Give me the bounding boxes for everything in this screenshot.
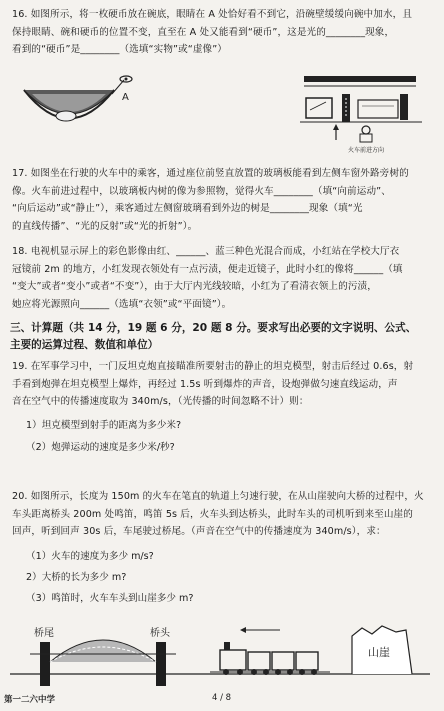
coin-shape — [56, 111, 76, 121]
q16-line-2: 保持眼睛、碗和硬币的位置不变，直至在 A 处又能看到“硬币”，这是光的________现象， — [12, 26, 395, 38]
question-17 — [12, 165, 432, 235]
q17-line-3: “向后运动”或“静止”），乘客通过左侧窗玻璃看到外边的树是________现象（填“光 — [12, 203, 363, 214]
question-18 — [12, 243, 432, 313]
label-a: A — [122, 92, 129, 103]
q19-line-3: 音在空气中的传播速度取为 340m/s，（光传播的时间忽略不计）则： — [12, 396, 309, 407]
q18-line-1: 18. 电视机显示屏上的彩色影像由红、______、蓝三种色光混合而成，小红站在学校大厅衣 — [12, 246, 400, 257]
q17-line-4: 的直线传播”、“光的反射”或“光的折射”）。 — [12, 220, 198, 232]
question-16 — [12, 6, 432, 59]
question-20 — [12, 488, 432, 541]
q18-line-4: 她应将光源照向______（选填“衣领”或“平面镜”）。 — [12, 298, 232, 310]
bridge-head-label: 桥头 — [150, 628, 170, 639]
q19-sub-2: （2）炮弹运动的速度是多少米/秒? — [26, 442, 175, 453]
q20-line-3: 回声，听到回声 30s 后，车尾驶过桥尾。（声音在空气中的传播速度为 340m/s），求： — [12, 526, 386, 537]
q19-line-2: 手看到炮弹在坦克模型上爆炸，再经过 1.5s 听到爆炸的声音，设炮弹做匀速直线运动，声 — [12, 378, 398, 390]
q18-line-3: “变大”或者“变小”或者“不变”），由于大厅内光线较暗，小红为了看清衣领上的污渍， — [12, 281, 377, 292]
q18-line-2: 冠镜前 2m 的地方，小红发现衣领处有一点污渍，便走近镜子，此时小红的像将______（填 — [12, 263, 403, 275]
q17-line-1: 17. 如图坐在行驶的火车中的乘客，通过座位前竖直放置的玻璃板能看到左侧车窗外路旁树的 — [12, 168, 409, 179]
cliff-label: 山崖 — [368, 646, 390, 659]
q17-line-2: 像。火车前进过程中，以玻璃板内树的像为参照物，觉得火车________（填“向前运动”、 — [12, 185, 391, 197]
bowl-coin-figure — [14, 72, 134, 142]
q19-line-1: 19. 在军事学习中，一门反坦克炮直接瞄准所要射击的静止的坦克模型，射击后经过 0.6s，射 — [12, 361, 414, 372]
q19-sub-1: 1）坦克模型到射手的距离为多少米? — [26, 420, 182, 431]
bridge-head-pier — [156, 642, 166, 686]
section-3-heading — [10, 320, 434, 354]
bridge-tail-label: 桥尾 — [34, 628, 54, 639]
question-19 — [12, 358, 432, 411]
bridge-train-cliff-figure — [10, 612, 434, 692]
train-seat-figure — [296, 70, 426, 156]
q16-line-3: 看到的“硬币”是________（选填“实物”或“虚像”） — [12, 44, 228, 55]
bridge-tail-pier — [40, 642, 50, 686]
bridge-arch — [50, 640, 156, 662]
page-number: 4 / 8 — [212, 693, 232, 703]
q16-line-1: 16. 如图所示，将一枚硬币放在碗底，眼睛在 A 处恰好看不到它，沿碗壁缓缓向碗中加水，且 — [12, 9, 413, 20]
q20-sub-1: （1）火车的速度为多少 m/s? — [26, 551, 154, 562]
section-3-line-2: 主要的运算过程、数值和单位） — [10, 339, 159, 351]
q20-line-2: 车头距离桥头 200m 处鸣笛，鸣笛 5s 后，火车头到达桥头，此时车头的司机听到来至山崖的 — [12, 508, 413, 520]
q20-sub-3: （3）鸣笛时，火车车头到山崖多少 m? — [26, 593, 194, 604]
locomotive — [220, 650, 246, 670]
section-3-line-1: 三、计算题（共 14 分，19 题 6 分，20 题 8 分。要求写出必要的文字说明、公式、 — [10, 322, 417, 334]
train-direction-label: 火车前进方向 — [348, 147, 385, 154]
school-name: 第一二六中学 — [4, 695, 56, 705]
q20-sub-2: 2）大桥的长为多少 m? — [26, 572, 127, 583]
q20-line-1: 20. 如图所示，长度为 150m 的火车在笔直的轨道上匀速行驶，在从山崖驶向大桥的过程中，火 — [12, 491, 424, 502]
